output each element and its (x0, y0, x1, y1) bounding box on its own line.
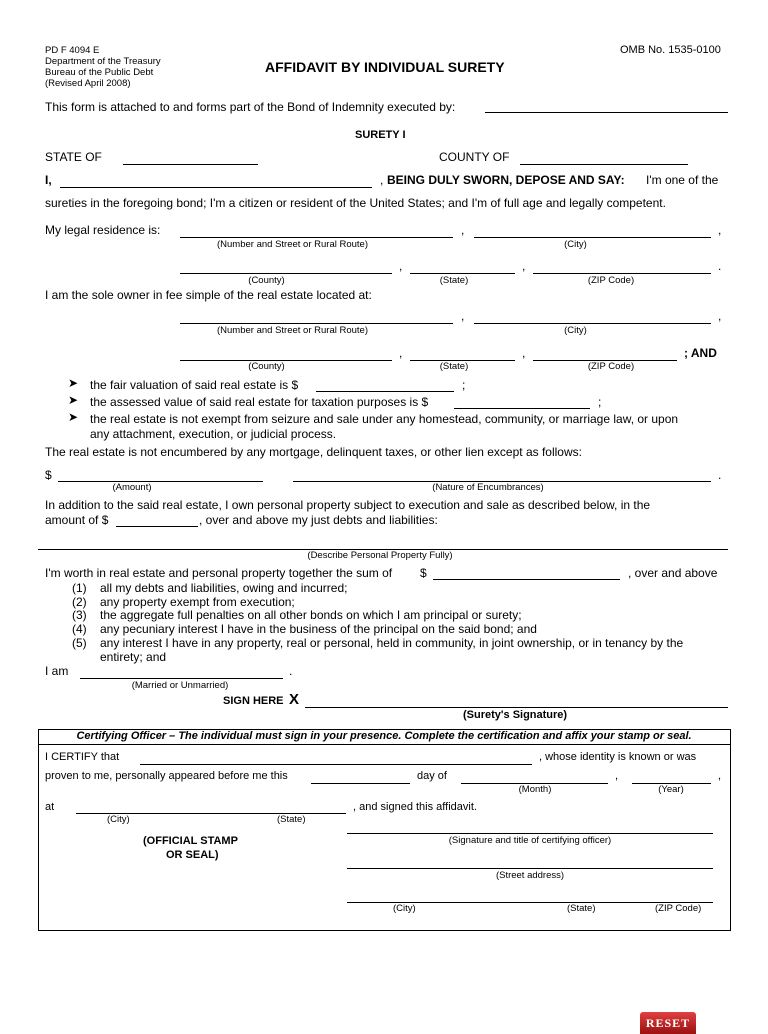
worth-item-cont: entirety; and (100, 650, 167, 664)
comma: , (718, 309, 722, 323)
caption-street: (Number and Street or Rural Route) (216, 239, 368, 250)
marital-status-field[interactable] (80, 663, 283, 679)
worth-item: all my debts and liabilities, owing and incurred; (100, 581, 348, 595)
comma: , (522, 259, 526, 273)
i-certify-label: I CERTIFY that (45, 751, 120, 763)
not-encumbered-text: The real estate is not encumbered by any mortgage, delinquent taxes, or other lien except as follows: (45, 445, 582, 459)
day-field[interactable] (311, 768, 410, 784)
certification-divider (38, 744, 731, 745)
intro-text: This form is attached to and forms part of the Bond of Indemnity executed by: (45, 100, 456, 114)
comma: , (522, 346, 526, 360)
caption-city: (City) (107, 814, 130, 825)
caption-county: (County) (248, 275, 285, 286)
comma: , (399, 346, 403, 360)
at-label: at (45, 801, 55, 813)
form-id: PD F 4094 E (45, 45, 100, 56)
department: Department of the Treasury (45, 56, 161, 67)
year-field[interactable] (632, 768, 711, 784)
caption-amount: (Amount) (112, 482, 152, 493)
worth-item: any pecuniary interest I have in the business of the principal on the said bond; and (100, 622, 537, 636)
cert-signature-line (347, 833, 713, 834)
period: . (718, 468, 722, 482)
caption-street: (Number and Street or Rural Route) (216, 325, 368, 336)
worth-sum-field[interactable] (433, 564, 620, 580)
worth-item: any property exempt from execution; (100, 595, 295, 609)
caption-state: (State) (277, 814, 306, 825)
surety-signature-field[interactable] (305, 690, 728, 707)
arrow-bullet-icon: ➤ (68, 393, 79, 407)
caption-city: (City) (393, 903, 416, 914)
residence-county-field[interactable] (180, 258, 392, 274)
personal-property-tail: , over and above my just debts and liabilities: (199, 513, 438, 527)
caption-state: (State) (567, 903, 596, 914)
residence-state-field[interactable] (410, 258, 515, 274)
comma: , (461, 223, 465, 237)
caption-month: (Month) (518, 784, 552, 795)
fair-valuation-field[interactable] (316, 376, 454, 392)
personal-property-line1: In addition to the said real estate, I own personal property subject to execution and sale as described below, in the (45, 498, 651, 512)
semicolon: ; (598, 395, 602, 409)
i-label: I, (45, 173, 52, 187)
residence-city-field[interactable] (474, 222, 711, 238)
surety-name-field[interactable] (60, 172, 372, 188)
encumbrance-amount-field[interactable] (58, 466, 263, 482)
period: . (718, 259, 722, 273)
county-of-label: COUNTY OF (439, 150, 510, 164)
estate-street-field[interactable] (180, 308, 453, 324)
estate-state-field[interactable] (410, 345, 515, 361)
comma: , (718, 223, 722, 237)
worth-item-num: (1) (72, 581, 87, 595)
i-am-label: I am (45, 664, 69, 678)
certify-name-field[interactable] (140, 749, 532, 765)
personal-property-amount-field[interactable] (116, 511, 198, 527)
official-stamp-line1: (OFFICIAL STAMP (143, 835, 238, 847)
worth-item: the aggregate full penalties on all other bonds on which I am principal or surety; (100, 608, 522, 622)
legal-residence-label: My legal residence is: (45, 223, 161, 237)
semicolon: ; (462, 378, 466, 392)
caption-city: (City) (564, 239, 587, 250)
sign-here-label: SIGN HERE (223, 695, 284, 707)
month-field[interactable] (461, 768, 608, 784)
worth-item-num: (3) (72, 608, 87, 622)
page-title: AFFIDAVIT BY INDIVIDUAL SURETY (265, 59, 505, 75)
estate-city-field[interactable] (474, 308, 711, 324)
worth-item-num: (4) (72, 622, 87, 636)
comma: , (461, 309, 465, 323)
state-of-field[interactable] (123, 149, 258, 165)
caption-street-address: (Street address) (495, 870, 565, 881)
sworn-tail: I'm one of the (646, 173, 719, 187)
day-of-label: day of (417, 770, 447, 782)
caption-zip-code: (ZIP Code) (655, 903, 702, 914)
caption-zip: (ZIP Code) (587, 361, 635, 372)
caption-married: (Married or Unmarried) (131, 680, 229, 691)
worth-item-num: (5) (72, 636, 87, 650)
surety-heading: SURETY I (355, 129, 406, 141)
worth-text: I'm worth in real estate and personal property together the sum of (45, 566, 393, 580)
comma: , (615, 770, 619, 782)
sworn-line2: sureties in the foregoing bond; I'm a citizen or resident of the United States; and I'm of full age and legally competent. (45, 196, 666, 210)
caption-surety-signature: (Surety's Signature) (463, 709, 568, 721)
sworn-comma: , (380, 173, 384, 187)
caption-state: (State) (439, 275, 469, 286)
cert-signature-field[interactable] (347, 817, 713, 833)
caption-describe: (Describe Personal Property Fully) (307, 550, 453, 561)
caption-city: (City) (564, 325, 587, 336)
worth-item: any interest I have in any property, real or personal, held in community, in joint ownership, or in tenancy by the (100, 636, 684, 650)
dollar-sign: $ (420, 566, 427, 580)
personal-property-amount-label: amount of $ (45, 513, 109, 527)
caption-nature: (Nature of Encumbrances) (432, 482, 544, 493)
caption-county: (County) (248, 361, 285, 372)
estate-county-field[interactable] (180, 345, 392, 361)
bond-executor-field[interactable] (485, 97, 728, 113)
caption-cert-signature: (Signature and title of certifying officer) (448, 835, 612, 846)
sole-owner-text: I am the sole owner in fee simple of the real estate located at: (45, 288, 372, 302)
certification-heading: Certifying Officer – The individual must sign in your presence. Complete the certification and affix your stamp or seal. (76, 730, 692, 742)
state-of-label: STATE OF (45, 150, 102, 164)
surety-signature-line (305, 707, 728, 708)
official-stamp-line2: OR SEAL) (166, 849, 219, 861)
comma: , (399, 259, 403, 273)
revised-date: (Revised April 2008) (45, 78, 131, 89)
arrow-bullet-icon: ➤ (68, 410, 79, 424)
caption-zip: (ZIP Code) (587, 275, 635, 286)
period: . (289, 664, 293, 678)
dollar-sign: $ (45, 468, 52, 482)
and-label: ; AND (684, 346, 717, 360)
sign-x-mark: X (289, 691, 300, 708)
caption-year: (Year) (658, 784, 684, 795)
worth-tail: , over and above (628, 566, 718, 580)
cert-street-field[interactable] (347, 852, 713, 868)
not-exempt-text-line1: the real estate is not exempt from seizure and sale under any homestead, community, or marriage law, or upon (90, 412, 679, 426)
not-exempt-text-line2: any attachment, execution, or judicial process. (90, 427, 337, 441)
fair-valuation-text: the fair valuation of said real estate is $ (90, 378, 299, 392)
omb-number: OMB No. 1535-0100 (620, 44, 721, 56)
identity-text: , whose identity is known or was (539, 751, 697, 763)
personal-property-desc-field[interactable] (38, 531, 728, 549)
cert-city-zip-field[interactable] (347, 886, 713, 902)
county-of-field[interactable] (520, 149, 688, 165)
caption-state: (State) (439, 361, 469, 372)
proven-text: proven to me, personally appeared before me this (45, 770, 288, 782)
bureau: Bureau of the Public Debt (45, 67, 154, 78)
worth-item-num: (2) (72, 595, 87, 609)
comma: , (718, 770, 722, 782)
signed-text: , and signed this affidavit. (353, 801, 477, 813)
encumbrance-nature-field[interactable] (293, 466, 711, 482)
residence-zip-field[interactable] (533, 258, 711, 274)
assessed-value-field[interactable] (454, 393, 590, 409)
sworn-statement: BEING DULY SWORN, DEPOSE AND SAY: (387, 173, 625, 187)
cert-street-line (347, 868, 713, 869)
cert-city-state-field[interactable] (76, 798, 346, 814)
arrow-bullet-icon: ➤ (68, 376, 79, 390)
reset-button[interactable]: RESET (640, 1012, 696, 1034)
assessed-value-text: the assessed value of said real estate for taxation purposes is $ (90, 395, 429, 409)
estate-zip-field[interactable] (533, 345, 677, 361)
residence-street-field[interactable] (180, 222, 453, 238)
